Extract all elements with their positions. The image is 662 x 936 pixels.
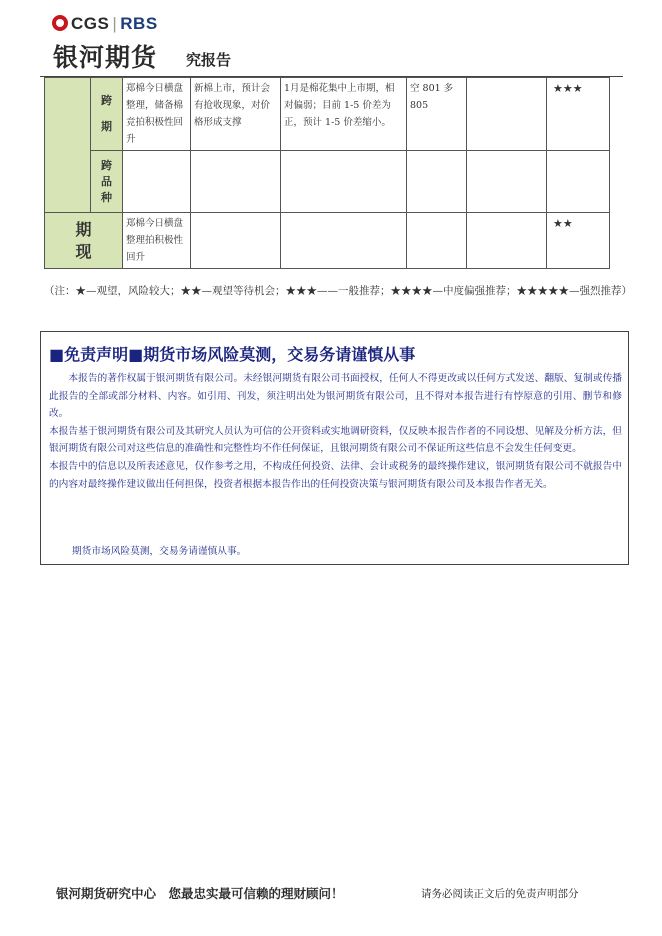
stop-cell xyxy=(467,151,547,213)
strategy-cell xyxy=(407,213,467,269)
view-cell xyxy=(123,151,191,213)
view-cell: 郑棉今日横盘整理拍积极性回升 xyxy=(123,213,191,269)
disclaimer-paragraph: 本报告基于银河期货有限公司及其研究人员认为可信的公开资料或实地调研资料，仅反映本报告作者的不同设想、见解及分析方法，但银河期货有限公司对这些信息的准确性和完整性均不作任何保证，且银河期货有限公司不保证所这些信息不会发生任何变更。 xyxy=(49,425,622,455)
company-logo xyxy=(52,14,158,34)
reason-cell xyxy=(191,213,281,269)
rating-cell: ★★★ xyxy=(547,78,610,151)
logo-cgs-text: CGS xyxy=(71,14,110,33)
cross-variety-label xyxy=(91,151,123,213)
label-char: 期 xyxy=(101,120,112,133)
label-char: 现 xyxy=(75,241,92,261)
disclaimer-closing: 期货市场风险莫测，交易务请谨慎从事。 xyxy=(72,546,247,557)
analysis-cell xyxy=(281,151,407,213)
rating-cell: ★★ xyxy=(547,213,610,269)
label-char: 种 xyxy=(101,190,112,204)
logo-rbs-text: RBS xyxy=(120,14,158,33)
strategy-cell xyxy=(407,151,467,213)
table-row-calendar xyxy=(45,78,610,151)
disclaimer-title: ■免责声明■期货市场风险莫测，交易务请谨慎从事 xyxy=(49,345,416,364)
futures-spot-label xyxy=(45,213,123,269)
cgs-logo-icon xyxy=(52,15,68,31)
disclaimer-paragraph: 本报告中的信息以及所表述意见，仅作参考之用，不构成任何投资、法律、会计或税务的最终操作建议，银河期货有限公司不就报告中的内容对最终操作建议做出任何担保，投资者根据本报告作出的任何投资决策与银河期货有限公司及本报告作者无关。 xyxy=(49,460,622,490)
label-char: 期 xyxy=(75,219,92,239)
analysis-cell xyxy=(281,213,407,269)
report-type: 究报告 xyxy=(186,51,232,69)
footer-slogan: 银河期货研究中心 您最忠实最可信赖的理财顾问！ xyxy=(56,886,344,901)
company-name: 银河期货 xyxy=(53,43,158,72)
footer-disclaimer-notice: 请务必阅读正文后的免责声明部分 xyxy=(421,888,579,900)
disclaimer-paragraph: 本报告的著作权属于银河期货有限公司。未经银河期货有限公司书面授权，任何人不得更改或以任何方式发送、翻版、复制或传播此报告的全部或部分材料、内容。如引用、刊发，须注明出处为银河期货有限公司，且不得对本报告进行有悖原意的引用、删节和修改。 xyxy=(49,373,622,420)
section-cell xyxy=(45,78,91,213)
stop-cell xyxy=(467,213,547,269)
strategy-table xyxy=(44,77,610,269)
rating-cell xyxy=(547,151,610,213)
table-row-futures-spot xyxy=(45,213,610,269)
rating-note: （注：★—观望，风险较大；★★—观望等待机会；★★★——一般推荐；★★★★—中度偏强推荐；★★★★★—强烈推荐） xyxy=(44,285,632,297)
calendar-spread-label xyxy=(91,78,123,151)
strategy-cell: 空 801 多 805 xyxy=(407,78,467,151)
reason-cell xyxy=(191,151,281,213)
view-cell: 郑棉今日横盘整理，储备棉竞拍积极性回升 xyxy=(123,78,191,151)
logo-separator: | xyxy=(112,14,118,33)
label-char: 跨 xyxy=(101,158,112,172)
disclaimer-body xyxy=(49,370,622,493)
table-row-cross-variety xyxy=(45,151,610,213)
label-char: 品 xyxy=(101,174,112,188)
analysis-cell: 1月是棉花集中上市期，相对偏弱；目前 1-5 价差为正，预计 1-5 价差缩小。 xyxy=(281,78,407,151)
reason-cell: 新棉上市，预计会有抢收现象，对价格形成支撑 xyxy=(191,78,281,151)
label-char: 跨 xyxy=(101,94,112,107)
stop-cell xyxy=(467,78,547,151)
